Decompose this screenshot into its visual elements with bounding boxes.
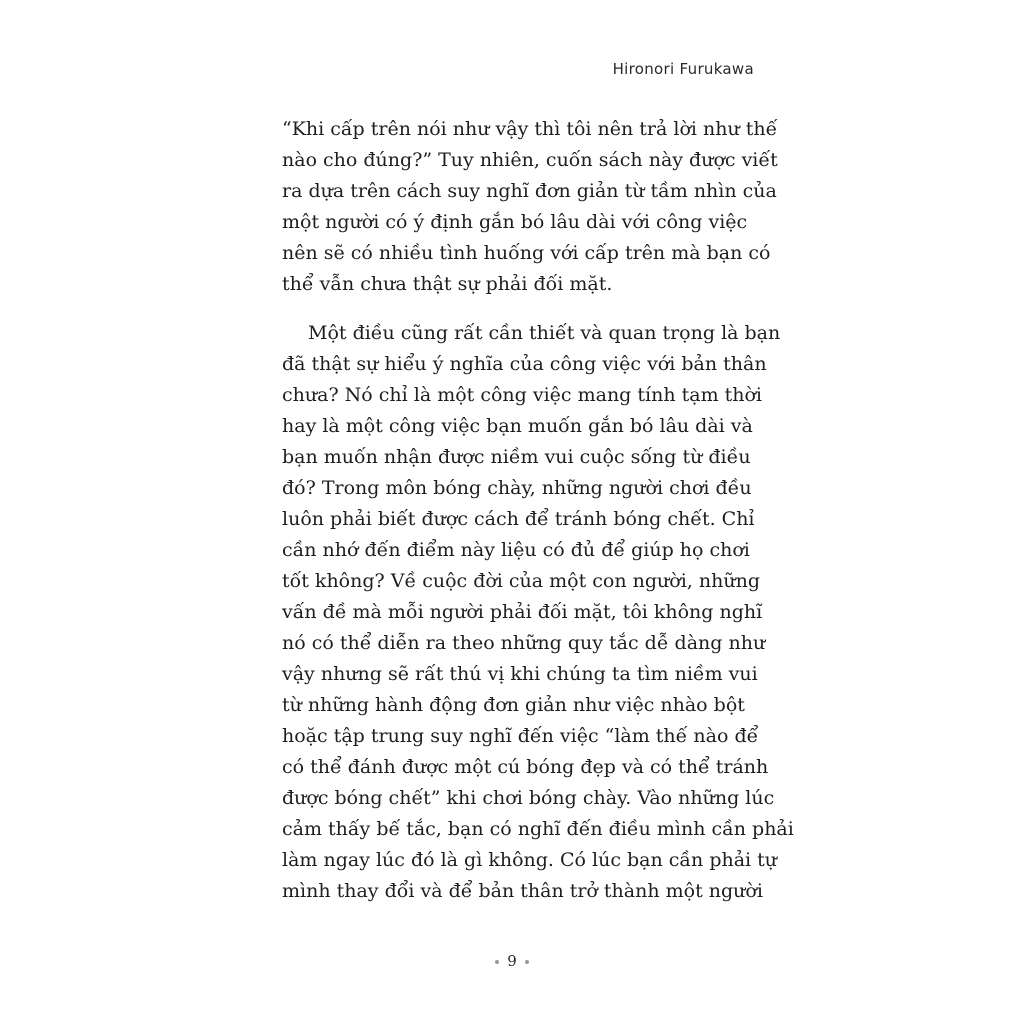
text-line: mình thay đổi và để bản thân trở thành một người: [282, 880, 763, 902]
paragraph-2: [282, 318, 794, 907]
text-line: luôn phải biết được cách để tránh bóng chết. Chỉ: [282, 508, 755, 530]
ornament-dot-icon: [495, 960, 499, 964]
running-header-author: Hironori Furukawa: [612, 60, 754, 78]
text-line: đó? Trong môn bóng chày, những người chơi đều: [282, 477, 752, 499]
text-line: “Khi cấp trên nói như vậy thì tôi nên trả lời như thế: [282, 118, 778, 140]
text-line: đã thật sự hiểu ý nghĩa của công việc với bản thân: [282, 353, 767, 375]
text-line: bạn muốn nhận được niềm vui cuộc sống từ điều: [282, 446, 751, 468]
text-line: cần nhớ đến điểm này liệu có đủ để giúp họ chơi: [282, 539, 750, 561]
text-line: tốt không? Về cuộc đời của một con người, những: [282, 570, 760, 592]
text-line: hoặc tập trung suy nghĩ đến việc “làm thế nào để: [282, 725, 759, 747]
page-number: 9: [507, 952, 517, 970]
text-line: thể vẫn chưa thật sự phải đối mặt.: [282, 273, 613, 295]
text-line: một người có ý định gắn bó lâu dài với công việc: [282, 211, 748, 233]
text-line: nào cho đúng?” Tuy nhiên, cuốn sách này được viết: [282, 149, 778, 171]
text-line: vậy nhưng sẽ rất thú vị khi chúng ta tìm niềm vui: [282, 663, 758, 685]
text-line: cảm thấy bế tắc, bạn có nghĩ đến điều mình cần phải: [282, 818, 794, 840]
text-line: chưa? Nó chỉ là một công việc mang tính tạm thời: [282, 384, 763, 406]
text-line: vấn đề mà mỗi người phải đối mặt, tôi không nghĩ: [282, 601, 763, 623]
text-line: ra dựa trên cách suy nghĩ đơn giản từ tầm nhìn của: [282, 180, 777, 202]
text-line: Một điều cũng rất cần thiết và quan trọng là bạn: [308, 322, 781, 344]
ornament-dot-icon: [525, 960, 529, 964]
text-line: hay là một công việc bạn muốn gắn bó lâu dài và: [282, 415, 753, 437]
text-line: làm ngay lúc đó là gì không. Có lúc bạn cần phải tự: [282, 849, 778, 871]
text-line: có thể đánh được một cú bóng đẹp và có thể tránh: [282, 756, 769, 778]
text-line: được bóng chết” khi chơi bóng chày. Vào những lúc: [282, 787, 775, 809]
page-number-footer: [0, 952, 1024, 970]
text-line: nên sẽ có nhiều tình huống với cấp trên mà bạn có: [282, 242, 771, 264]
body-text: [282, 114, 794, 907]
text-line: từ những hành động đơn giản như việc nhào bột: [282, 694, 745, 716]
text-line: nó có thể diễn ra theo những quy tắc dễ dàng như: [282, 632, 766, 654]
paragraph-1: [282, 114, 778, 300]
